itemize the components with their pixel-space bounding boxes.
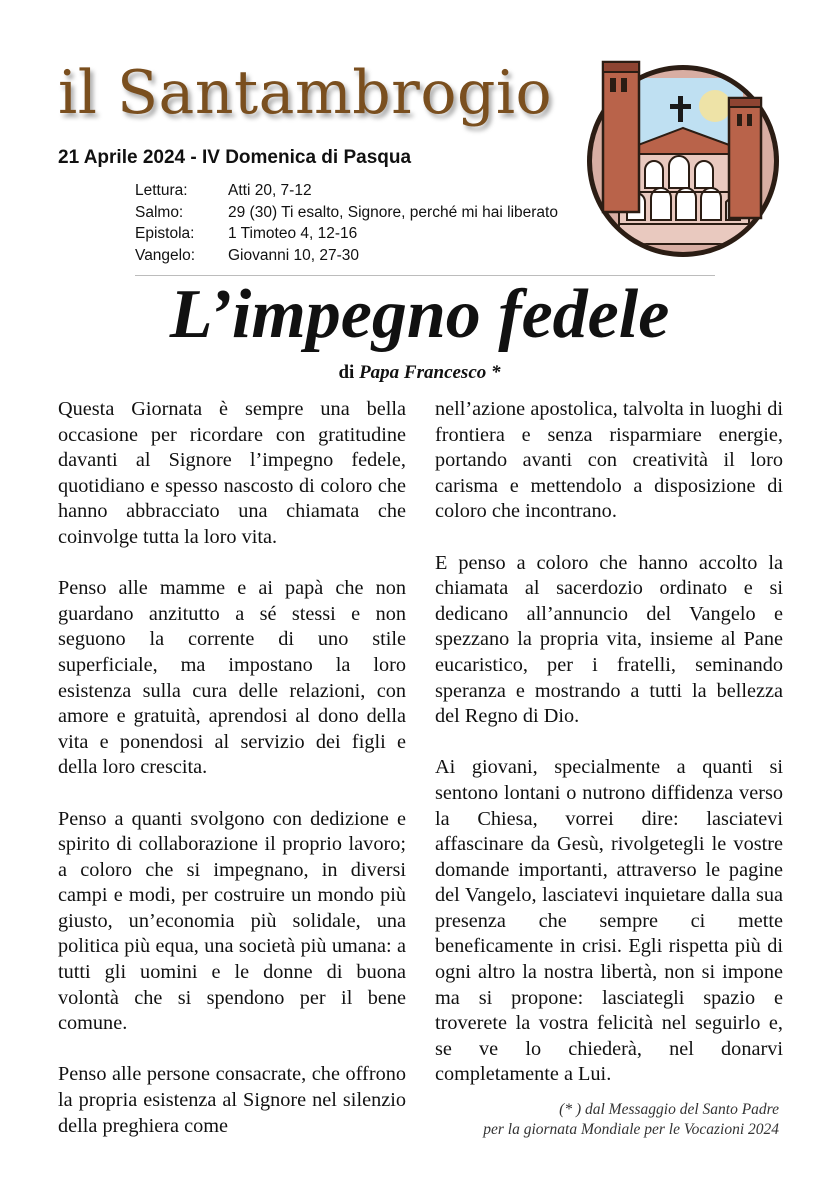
readings-list — [135, 180, 558, 266]
church-basilica-icon — [583, 58, 783, 260]
reading-value: Giovanni 10, 27-30 — [228, 246, 359, 264]
article-paragraph: nell’azione apostolica, talvolta in luoghi di frontiera e senza risparmiare energie, portando avanti con creatività il loro carisma e mettendolo a disposizione di coloro che incontrano. — [435, 398, 783, 523]
reading-label: Salmo: — [135, 203, 184, 221]
article-column-right — [435, 397, 783, 1114]
footnote-line: per la giornata Mondiale per le Vocazioni 2024 — [483, 1121, 779, 1138]
article-paragraph: Questa Giornata è sempre una bella occasione per ricordare con gratitudine davanti al Signore l’impegno fedele, quotidiano e spesso nascosto di coloro che hanno abbracciato una chiamata che coinvolge tutta la loro vita. — [58, 398, 406, 548]
byline-author: Papa Francesco * — [359, 362, 501, 383]
article-column-left — [58, 397, 406, 1165]
reading-row-lettura — [135, 180, 558, 202]
reading-label: Epistola: — [135, 225, 195, 242]
reading-value: Atti 20, 7-12 — [228, 182, 312, 199]
article-footnote — [379, 1100, 779, 1140]
reading-label: Lettura: — [135, 182, 188, 199]
reading-value: 1 Timoteo 4, 12-16 — [228, 225, 358, 242]
reading-row-salmo — [135, 202, 558, 224]
article-paragraph: Penso a quanti svolgono con dedizione e spirito di collaborazione il proprio lavoro; a coloro che si impegnano, in diversi campi e modi, per costruire un mondo più giusto, un’economia più solidale, una politica più equa, una società più umana: a tutti gli uomini e le donne di buona volontà che si spendono per il bene comune. — [58, 807, 406, 1035]
article-paragraph: Ai giovani, specialmente a quanti si sentono lontani o nutrono diffidenza verso la Chiesa, vorrei dire: lasciatevi affascinare da Gesù, rivolgetegli le vostre domande importanti, attraverso le pagine del Vangelo, lasciatevi inquietare dalla sua presenza che sempre ci mette beneficamente in crisi. Egli rispetta più di ogni altro la nostra libertà, non si impone ma si propone: lasciategli spazio e troverete la vostra felicità nel seguirlo e, se ve lo chiederà, nel donarvi completamente a Lui. — [435, 756, 783, 1086]
reading-row-epistola — [135, 223, 558, 245]
reading-label: Vangelo: — [135, 246, 196, 264]
article-paragraph: Penso alle persone consacrate, che offrono la propria esistenza al Signore nel silenzio della preghiera come — [58, 1063, 406, 1137]
issue-date-line: 21 Aprile 2024 - IV Domenica di Pasqua — [58, 147, 412, 168]
article-headline: L’impegno fedele — [169, 276, 670, 353]
footnote-line: (* ) dal Messaggio del Santo Padre — [559, 1101, 779, 1118]
article-paragraph: Penso alle mamme e ai papà che non guardano anzitutto a sé stessi e non seguono la corrente di uno stile superficiale, ma impostano la loro esistenza sulla cura delle relazioni, con amore e gratuità, aprendosi al dono della vita e ponendosi al servizio dei figli e della loro crescita. — [58, 577, 406, 779]
article-byline — [0, 362, 839, 384]
masthead-title: il Santambrogio — [58, 58, 553, 128]
reading-value: 29 (30) Ti esalto, Signore, perché mi hai liberato — [228, 203, 558, 221]
article-paragraph: E penso a coloro che hanno accolto la chiamata al sacerdozio ordinato e si dedicano all’annuncio del Vangelo e spezzano la propria vita, insieme al Pane eucaristico, per i fratelli, seminando speranza e mostrando a tutti la bellezza del Regno di Dio. — [435, 551, 783, 728]
reading-row-vangelo — [135, 245, 558, 267]
byline-prefix: di — [338, 362, 355, 383]
